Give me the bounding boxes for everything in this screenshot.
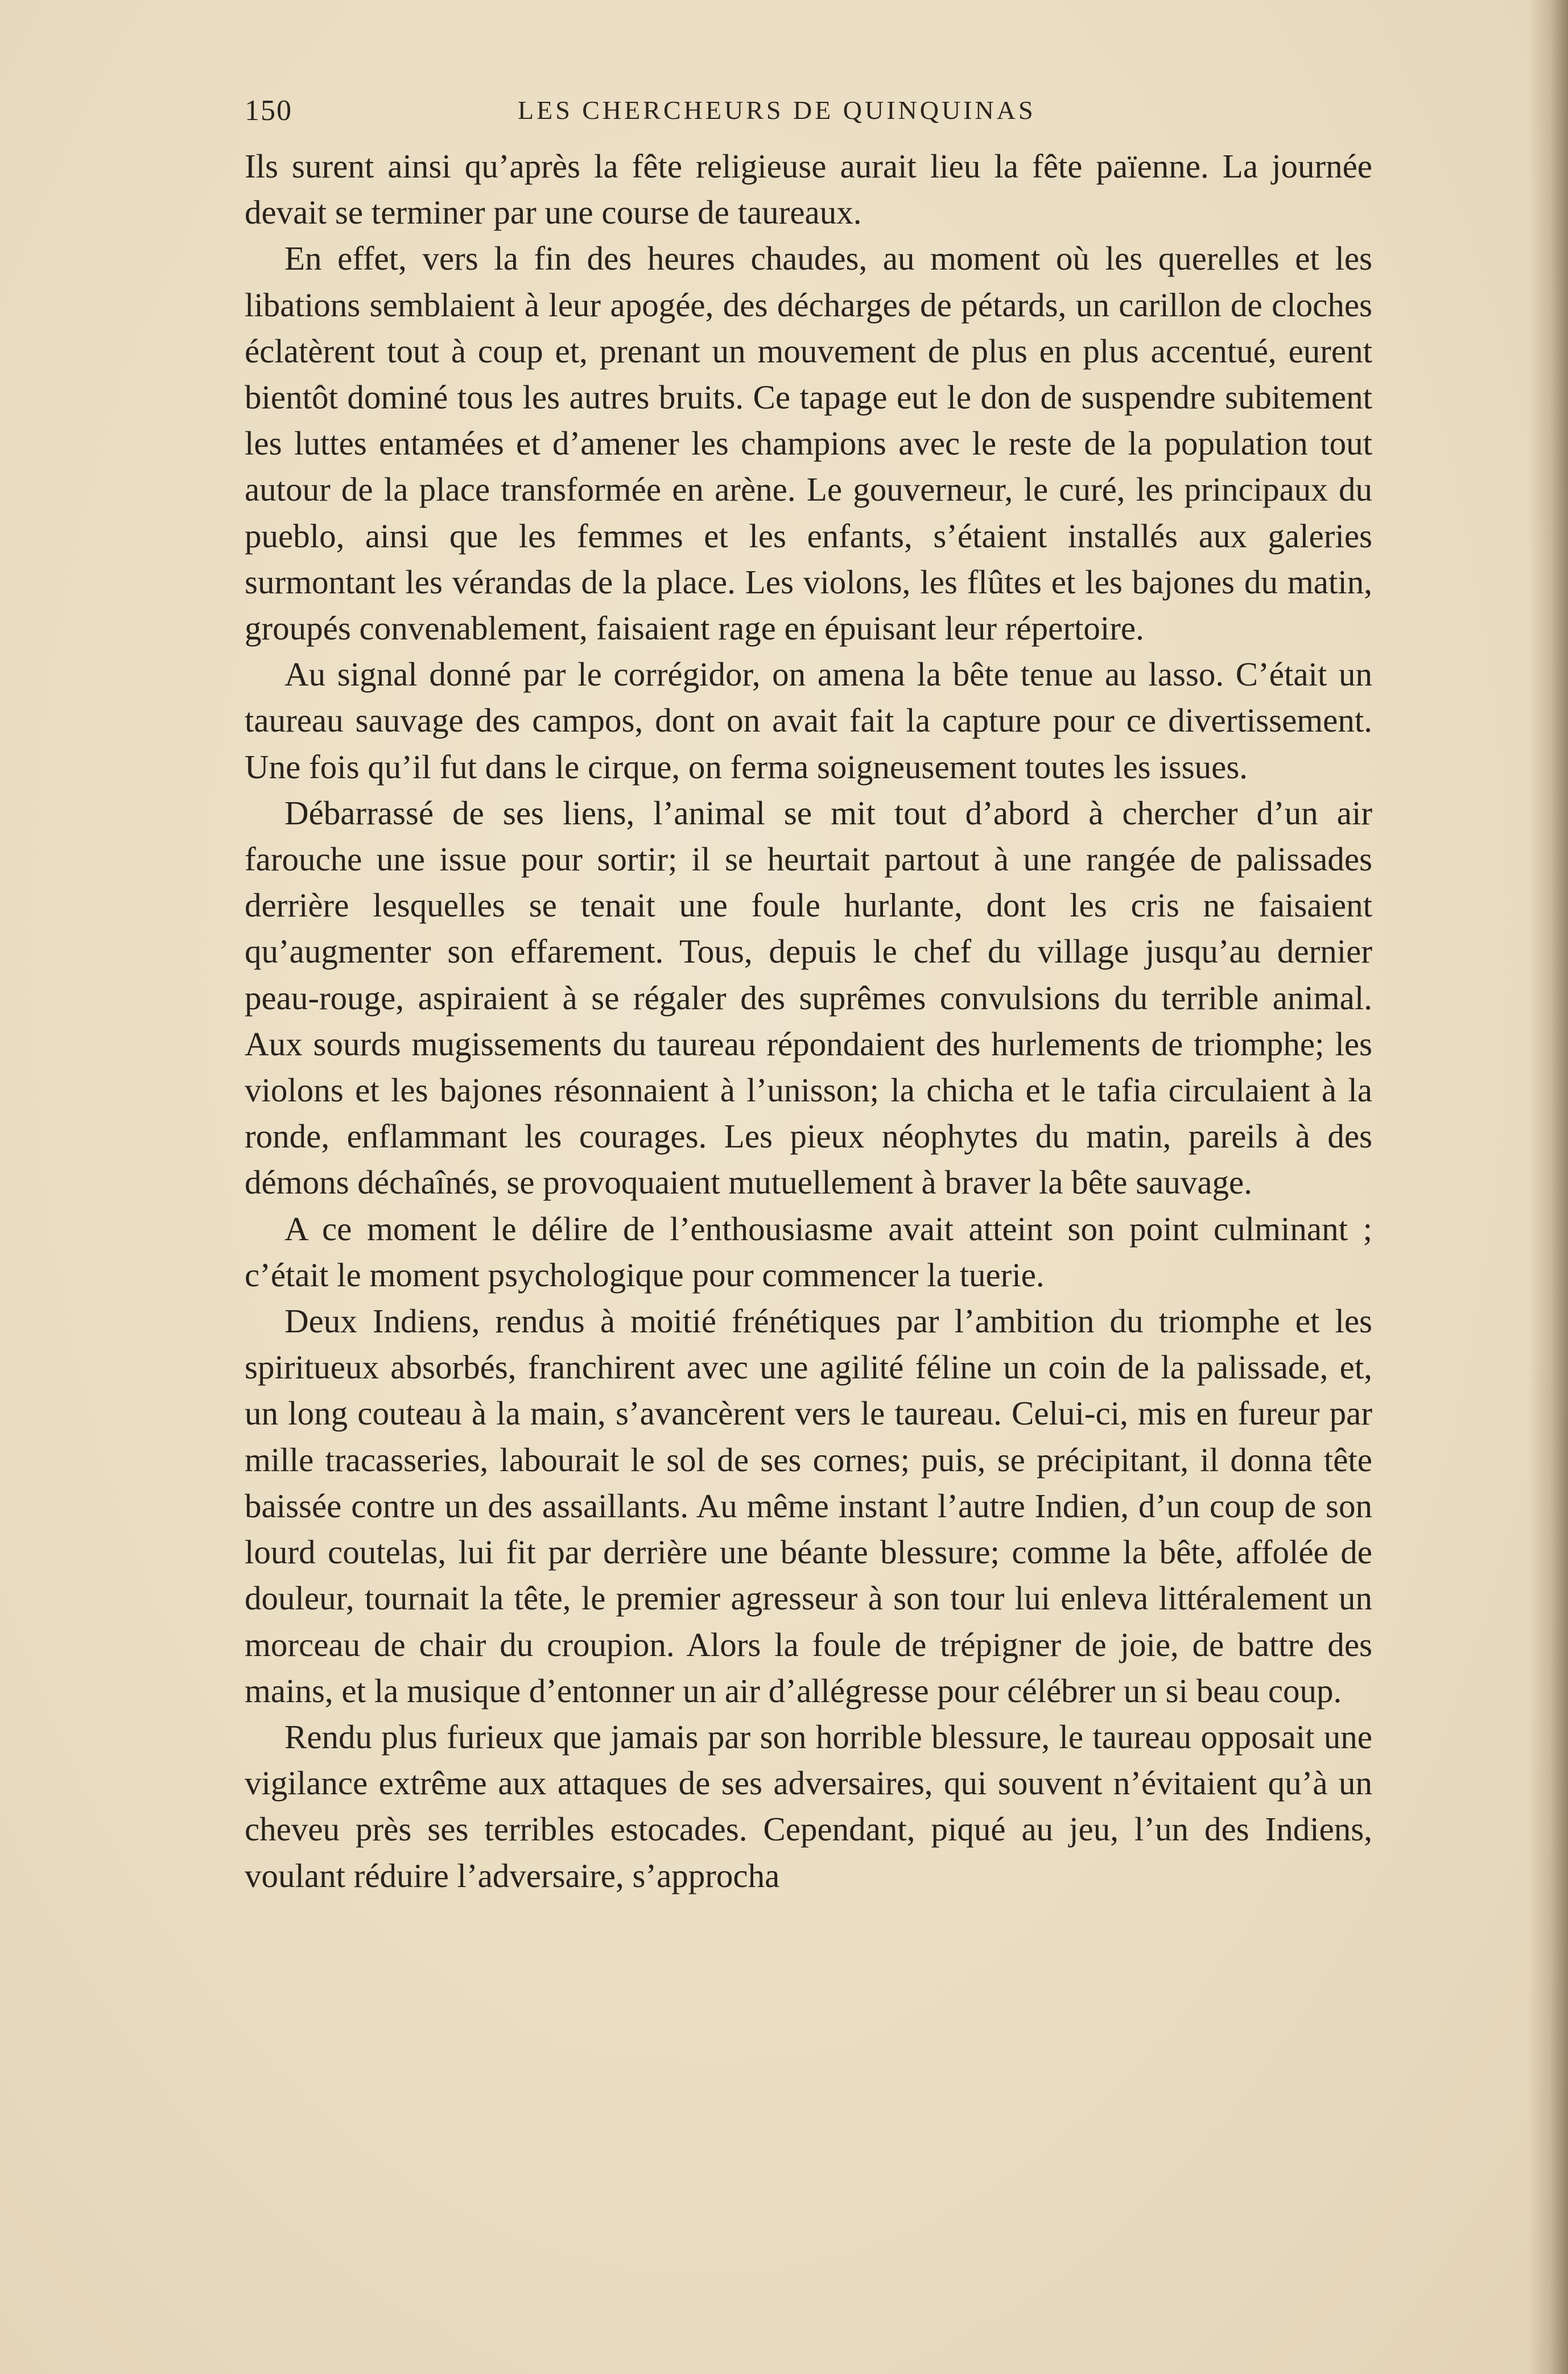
running-title: LES CHERCHEURS DE QUINQUINAS (518, 96, 1036, 125)
paragraph: Rendu plus furieux que jamais par son horrible blessure, le taureau opposait une vigilance extrême aux attaques de ses adversaires, qui souvent n’évitaient qu’à un cheveu près ses terribles estocades. Cependant, piqué au jeu, l’un des Indiens, voulant réduire l’adversaire, s’approcha (245, 1717, 1372, 1894)
page-number: 150 (245, 94, 292, 127)
running-head (245, 88, 1371, 139)
body-text (245, 143, 1372, 1899)
paragraph: Ils surent ainsi qu’après la fête religieuse aurait lieu la fête païenne. La journée devait se terminer par une course de taureaux. (245, 147, 1372, 232)
paragraph: Débarrassé de ses liens, l’animal se mit tout d’abord à chercher d’un air farouche une issue pour sortir; il se heurtait partout à une rangée de palissades derrière lesquelles se tenait une foule hurlante, dont les cris ne faisaient qu’augmenter son effarement. Tous, depuis le chef du village jusqu’au dernier peau-rouge, aspiraient à se régaler des suprêmes convulsions du terrible animal. Aux sourds mugissements du taureau répondaient des hurlements de triomphe; les violons et les bajones résonnaient à l’unisson; la chicha et le tafia circulaient à la ronde, enflammant les courages. Les pieux néophytes du matin, pareils à des démons déchaînés, se provoquaient mutuellement à braver la bête sauvage. (245, 794, 1372, 1202)
paragraph: Deux Indiens, rendus à moitié frénétiques par l’ambition du triomphe et les spiritueux absorbés, franchirent avec une agilité féline un coin de la palissade, et, un long couteau à la main, s’avancèrent vers le taureau. Celui-ci, mis en fureur par mille tracasseries, labourait le sol de ses cornes; puis, se précipitant, il donna tête baissée contre un des assaillants. Au même instant l’autre Indien, d’un coup de son lourd coutelas, lui fit par derrière une béante blessure; comme la bête, affolée de douleur, tournait la tête, le premier agresseur à son tour lui enleva littéralement un morceau de chair du croupion. Alors la foule de trépigner de joie, de battre des mains, et la musique d’entonner un air d’allégresse pour célébrer un si beau coup. (245, 1302, 1372, 1710)
paragraph: Au signal donné par le corrégidor, on amena la bête tenue au lasso. C’était un taureau sauvage des campos, dont on avait fait la capture pour ce divertissement. Une fois qu’il fut dans le cirque, on ferma soigneusement toutes les issues. (245, 655, 1372, 786)
paragraph: A ce moment le délire de l’enthousiasme avait atteint son point culminant ; c’était le moment psychologique pour commencer la tuerie. (245, 1209, 1372, 1294)
paragraph: En effet, vers la fin des heures chaudes, au moment où les querelles et les libations semblaient à leur apogée, des décharges de pétards, un carillon de cloches éclatèrent tout à coup et, prenant un mouvement de plus en plus accentué, eurent bientôt dominé tous les autres bruits. Ce tapage eut le don de suspendre subitement les luttes entamées et d’amener les champions avec le reste de la population tout autour de la place transformée en arène. Le gouverneur, le curé, les principaux du pueblo, ainsi que les femmes et les enfants, s’étaient installés aux galeries surmontant les vérandas de la place. Les violons, les flûtes et les bajones du matin, groupés convenablement, faisaient rage en épuisant leur répertoire. (245, 240, 1372, 647)
page-edge-shadow (1528, 0, 1568, 2374)
